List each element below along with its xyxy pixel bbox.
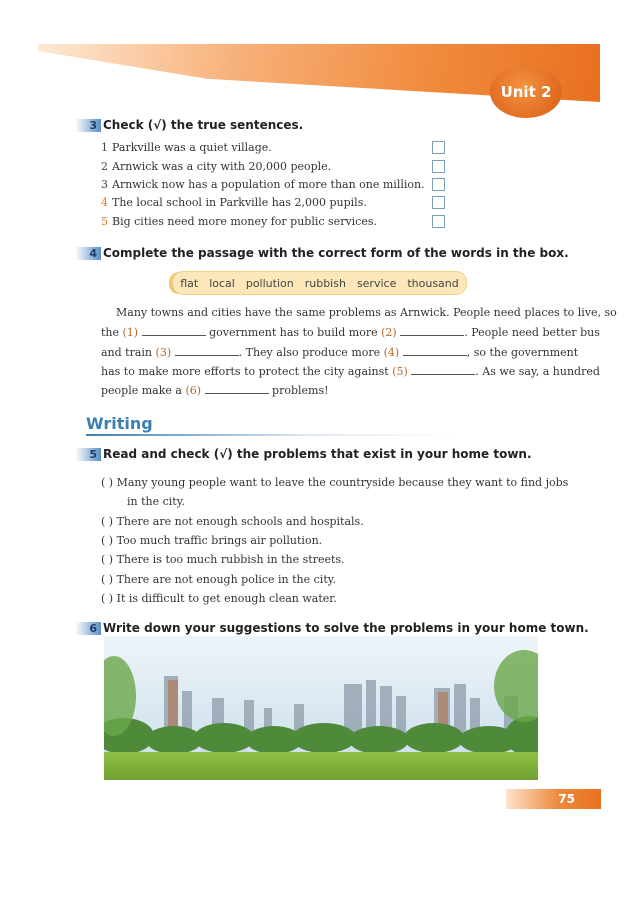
word: service [356, 276, 397, 290]
ex3-checkbox-1[interactable] [432, 141, 445, 154]
ex6-number: 6 [75, 622, 101, 635]
ex5-item-3: ( ) Too much traffic brings air pollution. [101, 534, 323, 547]
ex5-number: 5 [75, 448, 101, 461]
blank-1[interactable] [142, 325, 206, 336]
ex4-number: 4 [75, 247, 101, 260]
word: rubbish [304, 276, 346, 290]
ex3-item-3: 3 Arnwick now has a population of more than one million. [101, 178, 425, 191]
ex5-item-2: ( ) There are not enough schools and hospitals. [101, 515, 364, 528]
passage-line-5: people make a (6) problems! [101, 384, 329, 397]
ex3-number: 3 [75, 119, 101, 132]
ex5-item-5: ( ) There are not enough police in the city. [101, 573, 336, 586]
ex3-item-1: 1 Parkville was a quiet village. [101, 141, 272, 154]
blank-4[interactable] [403, 345, 467, 356]
ex3-item-4: 4 The local school in Parkville has 2,000 pupils. [101, 196, 367, 209]
passage-line-2: the (1) government has to build more (2) . People need better bus [101, 326, 600, 339]
word: local [209, 276, 235, 290]
passage-line-4: has to make more efforts to protect the city against (5) . As we say, a hundred [101, 365, 600, 378]
ex5-item-1: ( ) Many young people want to leave the countryside because they want to find jobs [101, 476, 569, 489]
ex3-checkbox-5[interactable] [432, 215, 445, 228]
ex3-heading [75, 118, 303, 132]
page-number: 75 [506, 789, 601, 809]
ex4-title: Complete the passage with the correct form of the words in the box. [103, 246, 569, 260]
word: flat [180, 276, 199, 290]
word-box [172, 271, 467, 295]
check-parens[interactable]: ( ) [101, 534, 114, 547]
passage-line-3: and train (3) . They also produce more (4) , so the government [101, 346, 579, 359]
blank-2[interactable] [400, 325, 464, 336]
ex5-heading [75, 447, 532, 461]
unit-label: Unit 2 [500, 83, 552, 101]
ex5-item-4: ( ) There is too much rubbish in the streets. [101, 553, 345, 566]
ex5-item-6: ( ) It is difficult to get enough clean water. [101, 592, 337, 605]
ex3-checkbox-4[interactable] [432, 196, 445, 209]
check-parens[interactable]: ( ) [101, 573, 114, 586]
ex5-item-1-cont: in the city. [127, 495, 185, 508]
word: thousand [407, 276, 459, 290]
ex6-heading [75, 621, 589, 635]
blank-3[interactable] [175, 345, 239, 356]
ex5-title: Read and check (√) the problems that exist in your home town. [103, 447, 532, 461]
writing-divider [86, 434, 456, 436]
blank-6[interactable] [205, 383, 269, 394]
ex3-item-5: 5 Big cities need more money for public services. [101, 215, 377, 228]
check-parens[interactable]: ( ) [101, 515, 114, 528]
city-park-photo [104, 636, 538, 780]
check-parens[interactable]: ( ) [101, 592, 114, 605]
ex3-item-2: 2 Arnwick was a city with 20,000 people. [101, 160, 332, 173]
word: pollution [245, 276, 294, 290]
check-parens[interactable]: ( ) [101, 553, 114, 566]
passage-line-1: Many towns and cities have the same problems as Arnwick. People need places to live, so [116, 306, 617, 319]
ex3-checkbox-2[interactable] [432, 160, 445, 173]
unit-badge [490, 66, 562, 118]
ex6-title: Write down your suggestions to solve the problems in your home town. [103, 621, 589, 635]
blank-5[interactable] [411, 364, 475, 375]
writing-title: Writing [86, 414, 153, 433]
ex4-heading [75, 246, 569, 260]
check-parens[interactable]: ( ) [101, 476, 114, 489]
ex3-checkbox-3[interactable] [432, 178, 445, 191]
ex3-title: Check (√) the true sentences. [103, 118, 304, 132]
